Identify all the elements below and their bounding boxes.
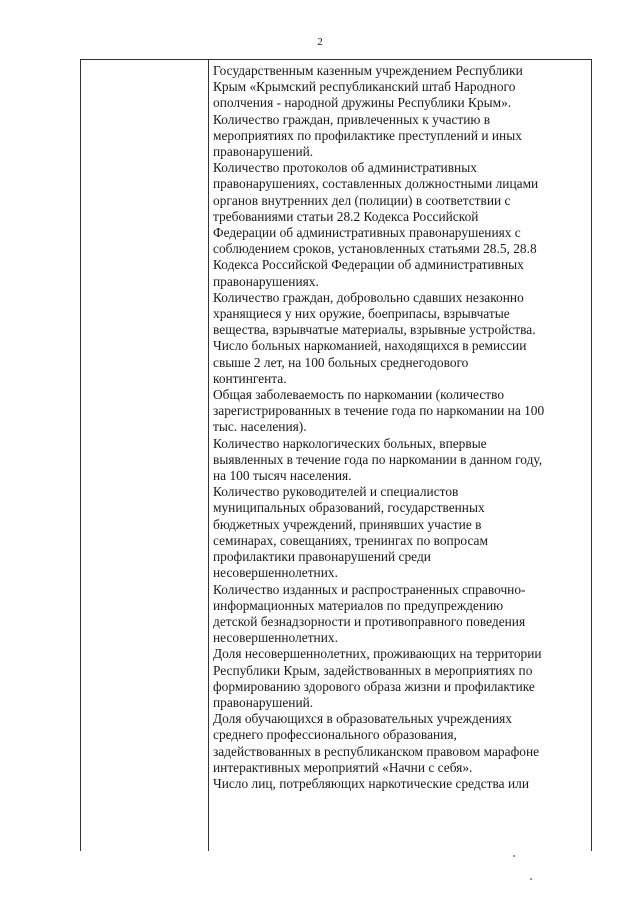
text-line: правонарушений. bbox=[213, 694, 314, 710]
text-line: семинарах, совещаниях, тренингах по вопросам bbox=[213, 532, 488, 548]
text-line: бюджетных учреждений, принявших участие в bbox=[213, 516, 482, 532]
text-line: формированию здорового образа жизни и профилактике bbox=[213, 678, 535, 694]
text-line: ополчения - народной дружины Республики Крым». bbox=[213, 95, 512, 111]
text-line: Федерации об административных правонарушениях с bbox=[213, 225, 521, 241]
text-line: Количество изданных и распространенных справочно- bbox=[213, 581, 526, 597]
text-line: Государственным казенным учреждением Республики bbox=[213, 63, 523, 78]
text-line: Количество граждан, добровольно сдавших незаконно bbox=[213, 289, 524, 305]
paragraph-materials bbox=[213, 582, 587, 647]
text-line: выявленных в течение года по наркомании в данном году, bbox=[213, 451, 543, 467]
paragraph-drug-users bbox=[213, 776, 587, 792]
paragraph-minors-share bbox=[213, 646, 587, 711]
text-line: среднего профессионального образования, bbox=[213, 727, 457, 743]
text-line: свыше 2 лет, на 100 больных среднегодового bbox=[213, 354, 469, 370]
table-right-column bbox=[209, 60, 591, 851]
text-line: правонарушениях, составленных должностными лицами bbox=[213, 176, 539, 192]
text-line: задействованных в республиканском правовом марафоне bbox=[213, 743, 540, 759]
text-line: хранящиеся у них оружие, боеприпасы, взрывчатые bbox=[213, 306, 510, 322]
table-left-column bbox=[81, 60, 209, 851]
paragraph-seminars bbox=[213, 484, 587, 581]
paragraph-students-share bbox=[213, 711, 587, 776]
text-line: требованиями статьи 28.2 Кодекса Российской bbox=[213, 208, 479, 224]
page-number: 2 bbox=[317, 36, 323, 48]
scan-speck bbox=[530, 878, 532, 880]
paragraph-remission bbox=[213, 338, 587, 387]
text-line: интерактивных мероприятий «Начни с себя». bbox=[213, 759, 473, 775]
text-line: Количество граждан, привлеченных к участию в bbox=[213, 111, 491, 127]
text-line: мероприятиях по профилактике преступлений и иных bbox=[213, 127, 522, 143]
text-line: Число больных наркоманией, находящихся в ремиссии bbox=[213, 338, 527, 354]
paragraph-protocols bbox=[213, 160, 587, 290]
document-table bbox=[80, 59, 592, 851]
paragraph-weapons bbox=[213, 290, 587, 339]
text-line: правонарушений. bbox=[213, 144, 314, 160]
text-line: Республики Крым, задействованных в мероприятиях по bbox=[213, 662, 533, 678]
text-line: на 100 тысяч населения. bbox=[213, 468, 352, 484]
text-line: контингента. bbox=[213, 370, 287, 386]
text-line: Доля обучающихся в образовательных учреждениях bbox=[213, 711, 512, 727]
text-line: правонарушениях. bbox=[213, 273, 319, 289]
text-line: соблюдением сроков, установленных статьями 28.5, 28.8 bbox=[213, 241, 537, 257]
paragraph-shtab bbox=[213, 63, 587, 112]
text-line: детской безнадзорности и противоправного поведения bbox=[213, 613, 526, 629]
text-line: профилактики правонарушений среди bbox=[213, 549, 431, 565]
text-line: информационных материалов по предупреждению bbox=[213, 597, 504, 613]
text-line: Доля несовершеннолетних, проживающих на территории bbox=[213, 646, 542, 662]
text-line: Крым «Крымский республиканский штаб Народного bbox=[213, 79, 516, 95]
text-line: тыс. населения). bbox=[213, 419, 307, 435]
text-line: вещества, взрывчатые материалы, взрывные устройства. bbox=[213, 322, 536, 338]
text-line: зарегистрированных в течение года по наркомании на 100 bbox=[213, 403, 545, 419]
paragraph-morbidity bbox=[213, 387, 587, 436]
text-line: Кодекса Российской Федерации об административных bbox=[213, 257, 524, 273]
scan-speck bbox=[513, 855, 515, 857]
text-line: Количество руководителей и специалистов bbox=[213, 484, 459, 500]
text-line: Количество наркологических больных, впервые bbox=[213, 435, 487, 451]
paragraph-first-detected bbox=[213, 436, 587, 485]
text-line: муниципальных образований, государственных bbox=[213, 500, 485, 516]
text-line: органов внутренних дел (полиции) в соответствии с bbox=[213, 192, 511, 208]
text-line: несовершеннолетних. bbox=[213, 565, 338, 581]
text-line: Число лиц, потребляющих наркотические средства или bbox=[213, 775, 529, 791]
text-line: Общая заболеваемость по наркомании (количество bbox=[213, 387, 505, 403]
paragraph-citizens-involved bbox=[213, 112, 587, 161]
text-line: Количество протоколов об административных bbox=[213, 160, 477, 176]
text-line: несовершеннолетних. bbox=[213, 630, 338, 646]
